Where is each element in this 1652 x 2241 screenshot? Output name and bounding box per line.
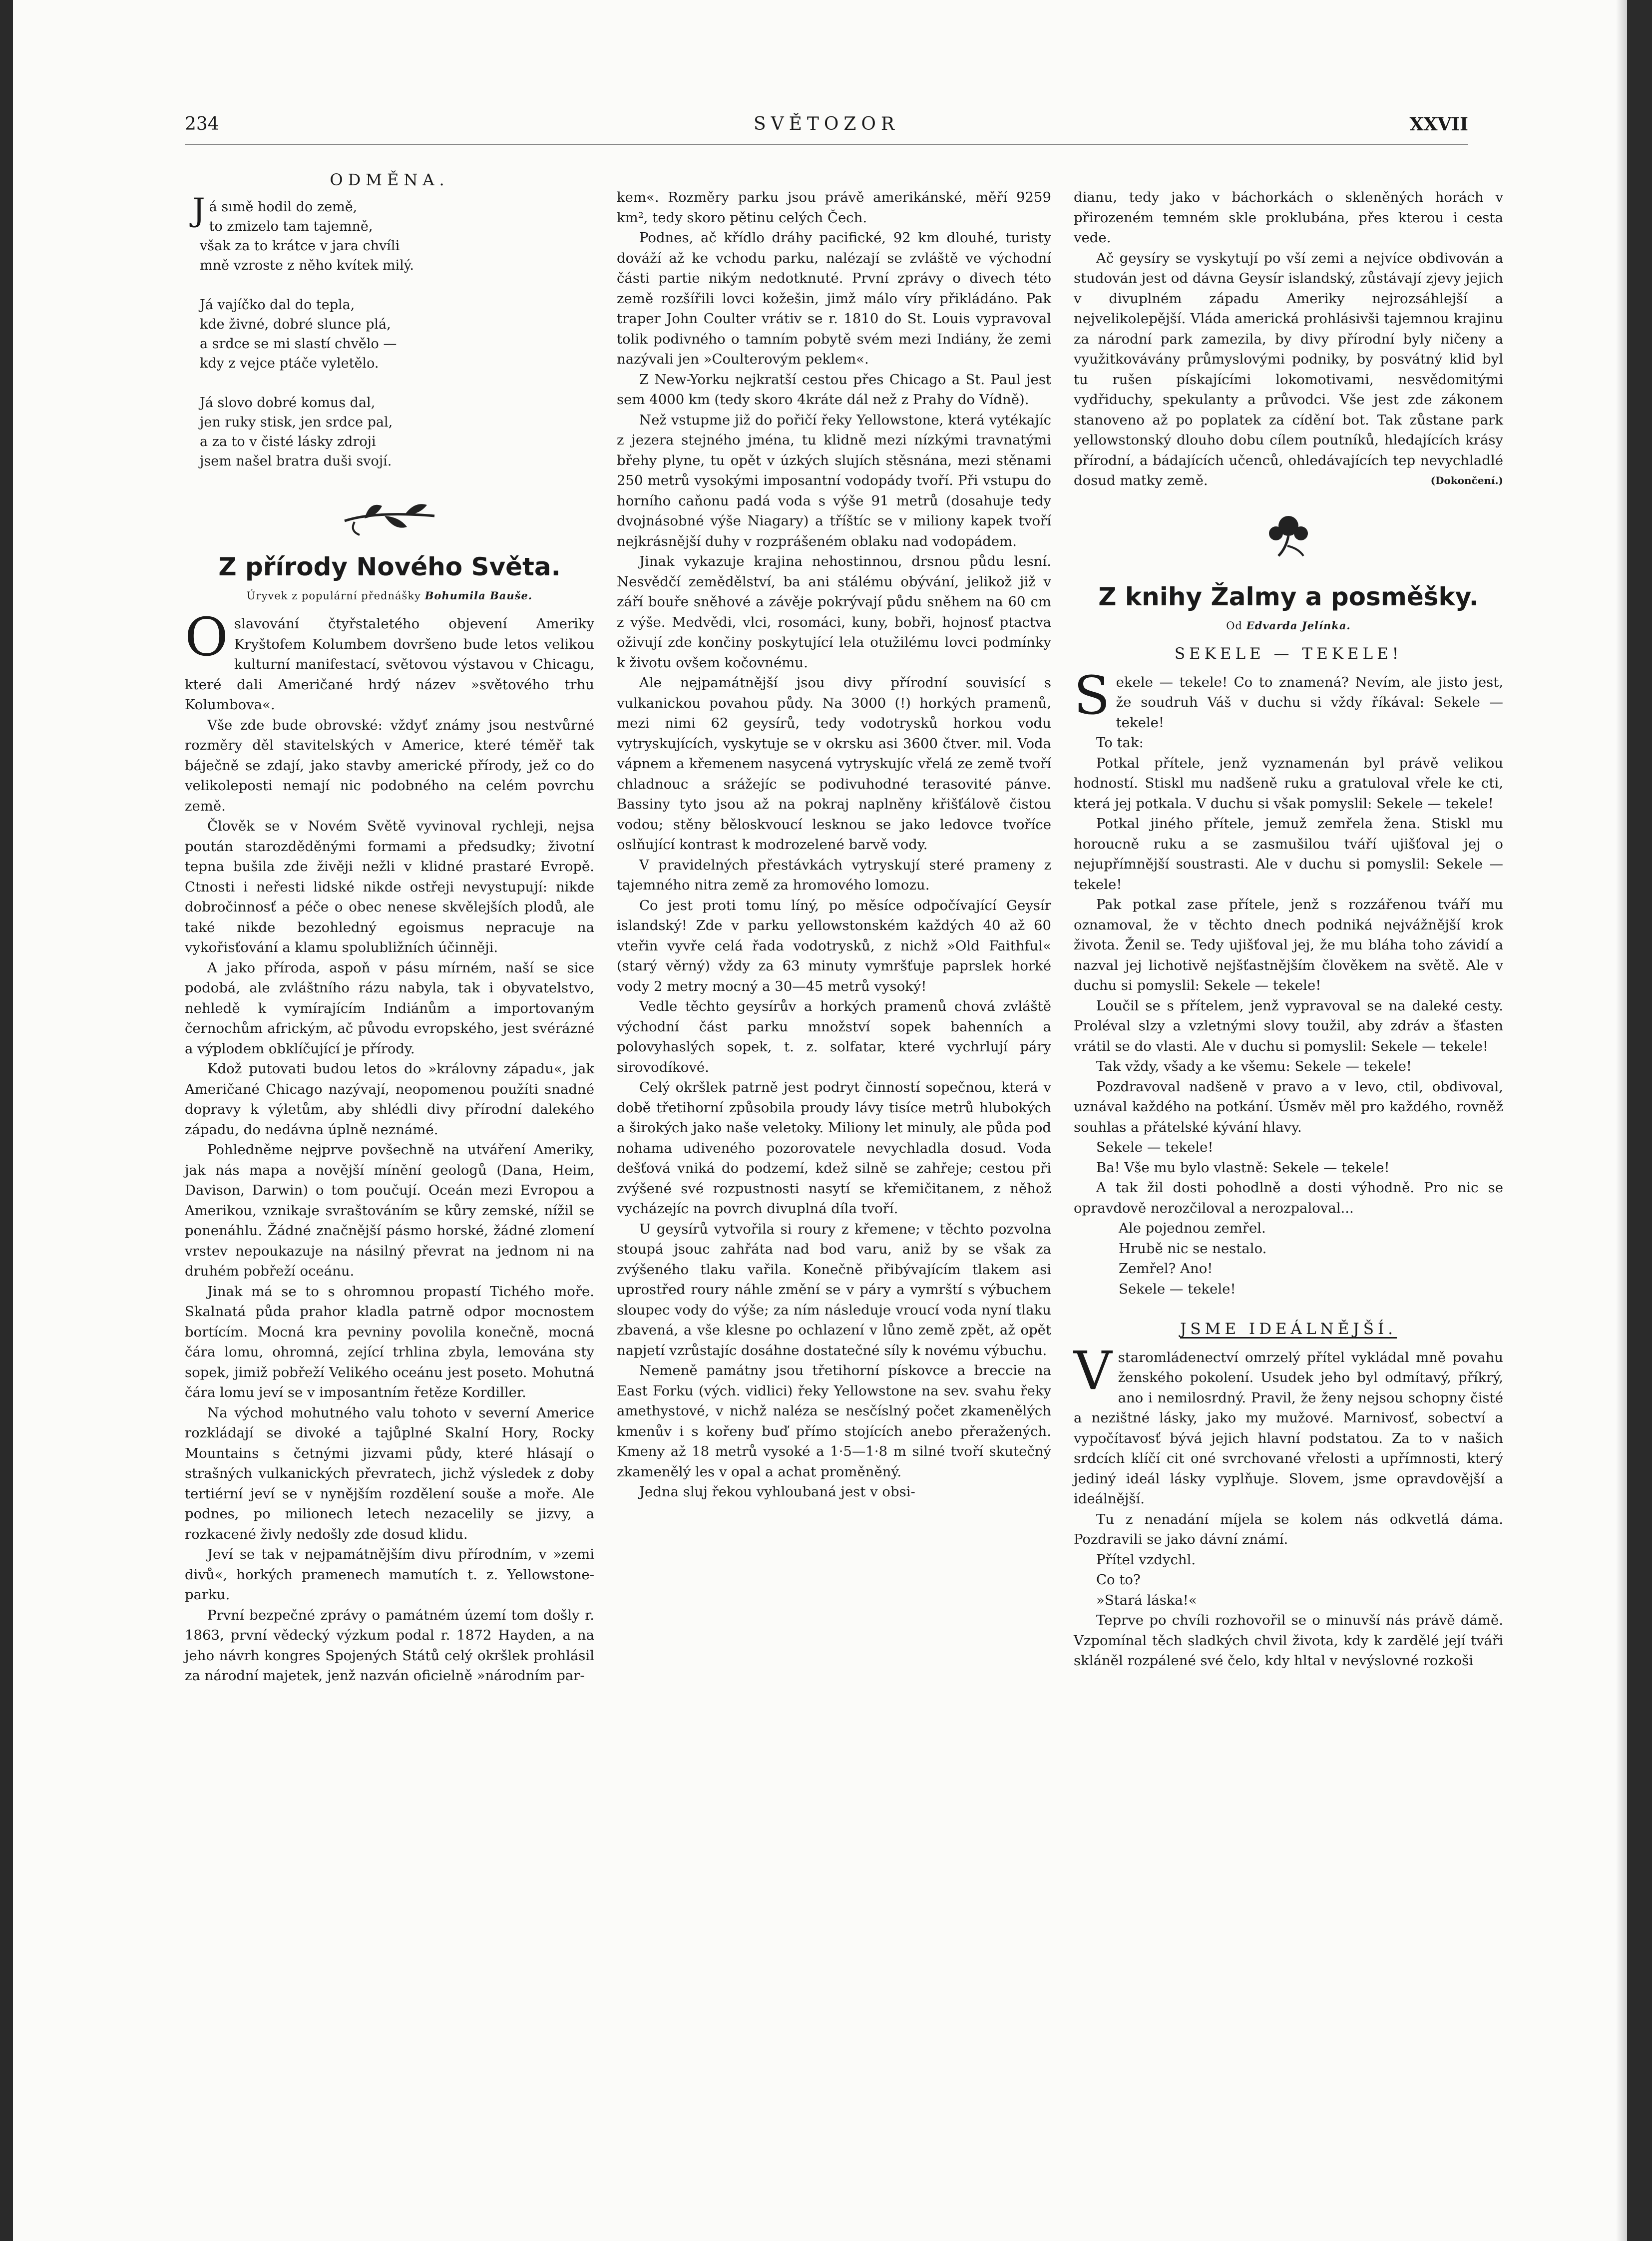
article-1-paragraph: Jeví se tak v nejpamátnějším divu přírodním, v »zemi divů«, horkých pramenech mamutích t. z. Yellowstone-parku. [185,1546,594,1603]
section-1-paragraph: Pozdravoval nadšeně v pravo a v levo, ctil, obdivoval, uznával každého na potkání. Úsměv měl pro každého, rovněž souhlas a přátelské kývání hlavy. [1074,1078,1503,1135]
scan-edge-right [1627,0,1652,2241]
article-1-paragraph: Vedle těchto geysírův a horkých pramenů chová zvláště východní část parku množství sopek bahenních a polovyhaslých sopek, t. z. solfatar, které vychrlují páry sirovodíkové. [617,998,1051,1075]
article-1-paragraph: Ale nejpamátnější jsou divy přírodní souvisící s vulkanickou povahou půdy. Na 3000 (!) horkých pramenů, mezi nimi 62 geysírů, tedy vodotrysků horkou vodu vytryskujících, vyskytuje se v okrsku asi 3600 čtver. mil. Voda vápnem a křemenem nasycená vytryskujíc vřelá ze země tvoří chladnouc a srážejíc se podivuhodné terasovité pánve. Bassiny tyto jsou až na pokraj naplněny křišťálově čistou vodou; stěny běloskvoucí lesknou se jako ledovce tvoříce oslňující kontrast k modrozelené barvě vody. [617,675,1051,853]
verse-line: Ale pojednou zemřel. [1119,1220,1266,1236]
poem [185,191,594,471]
column-1 [185,170,594,1686]
article-1-paragraph: Jinak vykazuje krajina nehostinnou, drsnou půdu lesní. Nesvědčí zemědělství, ba ani stálému obývání, jelikož již v září bouře sněhové a závěje pokrývají půdu sněhem na 60 cm z výše. Medvědi, vlci, rosomáci, kuny, bobři, hojnosť ptactva oživují zde končiny poskytující lela otužilému lovci podmínky k životu ovšem kočovnému. [617,553,1051,671]
poem-title: ODMĚNA. [330,170,449,189]
poem-line: Já slovo dobré komus dal, [200,395,376,411]
section-1-paragraph: Sekele — tekele! [1096,1139,1214,1155]
article-1-paragraph: Člověk se v Novém Světě vyvinoval rychleji, nejsa poután starozděděnými formami a předsudky; životní tepna bušila zde živěji nežli v klidné prastaré Evropě. Ctnosti i neřesti lidské nikde ostřeji nevystupují: nikde dobročinnosť a péče o obec nenese skvělejších plodů, ale také nikde bezohledný egoismus nepracuje na vykořisťování a klamu spolubližních účinněji. [185,818,594,955]
scan-edge-left [0,0,13,2241]
verse-line: Zemřel? Ano! [1119,1261,1213,1277]
section-2-paragraph: Tu z nenadání míjela se kolem nás odkvetlá dáma. Pozdravili se jako dávní známí. [1074,1511,1503,1547]
ornament-flower-icon [1074,506,1503,566]
article-1-author: Bohumila Bauše. [424,589,533,602]
page-fold-shadow [1616,0,1627,2241]
poem-line: jen ruky stisk, jen srdce pal, [200,414,393,430]
verse-line: Sekele — tekele! [1119,1281,1236,1297]
section-1-paragraph: Pak potkal zase přítele, jenž s rozzářenou tváří mu oznamoval, že v těchto dnech podniká nejvážnější krok života. Ženil se. Tedy ujišťoval jej, že mu bláha toho závidí a nazval jej lichotivě nejšťastnějším člověkem na světě. Ale v duchu si pomyslil: Sekele — tekele! [1074,896,1503,993]
section-2-paragraph: Teprve po chvíli rozhovořil se o minuvší nás právě dámě. Vzpomínal těch sladkých chvil života, kdy k zardělé její tváři skláněl rozpálené své čelo, kdy hltal v nevýslovné rozkoši [1074,1612,1503,1669]
poem-stanza [185,191,594,275]
article-1-paragraph: A jako příroda, aspoň v pásu mírném, naší se sice podobá, ale zvláštního rázu nabyla, tak i obyvatelstvo, nehledě k vymírajícím Indiánům a importovaným černochům africkým, ač původu evropského, jest svérázné a výplodem obklíčující je přírody. [185,959,594,1057]
poem-stanza [185,295,594,373]
section-2-paragraph: Přítel vzdychl. [1096,1551,1196,1568]
article-2-title: Z knihy Žalmy a posměšky. [1098,582,1479,611]
article-1-paragraph: Ač geysíry se vyskytují po vší zemi a nejvíce obdivován a studován jest od dávna Geysír islandský, zůstávají zjevy jejich v divuplném západu Ameriky nejrozsáhlejší a nejvelikolepější. Vláda americká prohlásivši tajemnou krajinu za národní park zamezila, by divy přírodní byly ničeny a využitkovávány průmyslovými podniky, by posvátný klid byl tu rušen pískajícími lokomotivami, nesvědomitými vydřiduchy, spekulanty a průvodci. Vše jest zde zákonem stanoveno až po poplatek za cídění bot. Tak zůstane park yellowstonský dlouho dobu cílem poutníků, hledajících krásy přírodní, a bádajících učenců, ohledávajících tep nevychladlé dosud matky země. (Dokončení.) [1074,248,1503,491]
poem-stanza [185,393,594,471]
article-1-paragraph: Oslavování čtyřstaletého objevení Ameriky Kryštofem Kolumbem dovršeno bude letos velikou kulturní manifestací, světovou výstavou v Chicagu, které dali Američané hrdý název »světového trhu Kolumbova«. [185,606,594,713]
article-1-paragraph: Nemeně památny jsou třetihorní pískovce a breccie na East Forku (vých. vidlici) řeky Yellowstone na sev. svahu řeky amethystové, v nichž naléza se nesčíslný počet zkamenělých kmenův i s kořeny buď přímo stojících anebo přeražených. Kmeny až 18 metrů vysoké a 1·5—1·8 m silné tvoří skutečný zkamenělý les v opal a achat proměněný. [617,1362,1051,1480]
article-1-paragraph: Co jest proti tomu líný, po měsíce odpočívající Geysír islandský! Zde v parku yellowstonském každých 40 až 60 vteřin vyvře celá řada vodotrysků, z nichž »Old Faithful« (starý věrný) vždy za 63 minuty vymršťuje paprslek horké vody 2 metry mocný a 30—45 metrů vysoký! [617,897,1051,994]
article-1-body-col3 [1074,187,1503,491]
ornament-leaf-icon [185,491,594,546]
poem-line: a srdce se mi slastí chvělo — [200,336,397,352]
poem-line: jsem našel bratra duši svojí. [200,453,392,469]
article-1-paragraph: kem«. Rozměry parku jsou právě amerikánské, měří 9259 km², tedy skoro pětinu celých Čech. [617,189,1051,226]
page-header [185,114,1468,144]
article-1-body-col1 [185,606,594,1686]
poem-line: však za to krátce v jara chvíli [200,238,400,254]
section-1-paragraph: Tak vždy, všady a ke všemu: Sekele — tekele! [1096,1058,1412,1074]
section-1-verse [1074,1218,1503,1299]
section-2-paragraph: »Stará láska!« [1096,1592,1197,1608]
article-1-body-col2 [617,187,1051,1502]
dropcap-O: O [185,606,228,668]
dropcap-S: S [1074,664,1110,726]
section-1-paragraph: Potkal jiného přítele, jemuž zemřela žena. Stiskl mu horoucně ruku a se zasmušilou tváří ujišťoval jej o nejupřímnější soustrasti. Ale v duchu si pomyslil: Sekele — tekele! [1074,816,1503,893]
article-1-paragraph: V pravidelných přestávkách vytryskují steré prameny z tajemného nitra země za hromového lomozu. [617,857,1051,893]
column-3 [1074,187,1503,1671]
article-1-paragraph: Kdož putovati budou letos do »královny západu«, jak Američané Chicago nazývají, neopomenou použíti snadné dopravy k výletům, aby shlédli divy přírodní dalekého západu, do nedávna úplně neznámé. [185,1061,594,1138]
article-2-author: Edvarda Jelínka. [1246,619,1351,632]
column-2 [617,187,1051,1502]
section-2-body [1074,1340,1503,1671]
volume-number: XXVII [1409,114,1468,135]
article-1-title: Z přírody Nového Světa. [218,552,561,581]
section-2-title: JSME IDEÁLNĚJŠÍ. [1180,1320,1397,1338]
poem-line: kde živné, dobré slunce plá, [200,316,391,332]
page-number: 234 [185,114,219,134]
dropcap-V: V [1074,1340,1112,1401]
section-1-title: SEKELE — TEKELE! [1174,645,1403,663]
poem-line: Já vajíčko dal do tepla, [200,297,355,313]
article-1-paragraph: Pohledněme nejprve povšechně na utváření Ameriky, jak nás mapa a novější mínění geologů (Dana, Heim, Davison, Darwin) o tom poučují. Oceán mezi Evropou a Amerikou, vznikaje svraštováním se kůry zemské, nížil se ponenáhlu. Žádné značnější pásmo horské, žádné zlomení vrstev nepoukazuje na násilný převrat na jednom ni na druhém pobřeží oceánu. [185,1142,594,1279]
section-1-paragraph: A tak žil dosti pohodlně a dosti výhodně. Pro nic se opravdově nerozčiloval a nerozpaloval... [1074,1180,1503,1216]
article-2-byline-text: Od [1226,619,1242,632]
section-1-paragraph: Loučil se s přítelem, jenž vypravoval se na daleké cesty. Proléval slzy a vzletnými slovy toužil, aby zdráv a šťasten vrátil se do vlasti. Ale v duchu si pomyslil: Sekele — tekele! [1074,997,1503,1054]
article-1-paragraph: Vše zde bude obrovské: vždyť známy jsou nestvůrné rozměry děl stavitelských v Americe, které téměř tak báječně se zdají, jako stavby americké přírody, jež co do velikoleposti nemají nic podobného na celém povrchu země. [185,717,594,814]
header-rule [185,144,1468,145]
article-1-paragraph: Jedna sluj řekou vyhloubaná jest v obsi- [639,1484,915,1500]
article-1-paragraph: Než vstupme již do pořičí řeky Yellowstone, která vytékajíc z jezera stejného jména, tu klidně mezi nízkými travnatými břehy plyne, tu opět v úzkých slujích stěsnána, mezi stěnami 250 metrů vysokými imposantní vodopády tvoří. Při vstupu do horního caňonu padá voda s výše 91 metrů (dosahuje tedy dvojnásobné výše Niagary) a tříštíc se v miliony kapek tvoří nejkrásnější duhy v rozprášeném oblaku nad vodopádem. [617,412,1051,549]
poem-line: mně vzroste z něho kvítek milý. [200,257,414,273]
article-1-paragraph: U geysírů vytvořila si roury z křemene; v těchto pozvolna stoupá jsouc zahřáta nad bod varu, aniž by se však za zvýšeného tlaku vařila. Konečně přibývajícím tlakem asi uprostřed roury náhle změní se v páry a vymrští s výbuchem sloupec vody do výše; za ním následuje vroucí voda nyní tlaku zbavená, a vše klesne po ochlazení v lůno země zpět, až opět napjetí vzrůstajíc dosáhne dostatečné síly k novému výbuchu. [617,1221,1051,1358]
section-2-paragraph: Vstaromládenectví omrzelý přítel vykládal mně povahu ženského pokolení. Usudek jeho byl odmítavý, příkrý, ano i nemilosrdný. Pravil, že ženy nejsou schopny čisté a nezištné lásky, jako my mužové. Marnivosť, sobectví a vypočítavosť bývá jejich hlavní podstatou. Za to v našich srdcích klíčí cit oné svrchované vřelosti a upřímnosti, který jediný ideál lásky vyplňuje. Slovem, jsme opravdovější a ideálnější. [1074,1340,1503,1507]
article-1-paragraph: Z New-Yorku nejkratší cestou přes Chicago a St. Paul jest sem 4000 km (tedy skoro 4kráte dál než z Prahy do Vídně). [617,371,1051,408]
article-1-paragraph: dianu, tedy jako v báchorkách o skleněných horách v přirozeném temném skle proklubána, přes kterou i cesta vede. [1074,189,1503,246]
section-1-paragraph: Potkal přítele, jenž vyznamenán byl právě velikou hodností. Stiskl mu nadšeně ruku a gratuloval vřele ke cti, která jej potkala. V duchu si však pomyslil: Sekele — tekele! [1074,755,1503,812]
verse-line: Hrubě nic se nestalo. [1119,1240,1267,1257]
poem-line: to zmizelo tam tajemně, [209,218,373,234]
article-1-paragraph: Na východ mohutného valu tohoto v severní Americe rozkládají se divoké a tajůplné Skalní Hory, Rocky Mountains s četnými jizvami půdy, které hlásají o strašných vulkanických převratech, jichž výsledek z doby tertiérní jeví se v nynějším rozdělení souše a moře. Ale podnes, po milionech letech nezacelily se jizvy, a rozkacené živly nedošly zde dosud klidu. [185,1404,594,1542]
article-1-subtitle [185,586,594,606]
section-1-body [1074,664,1503,1219]
article-1-paragraph: Celý okršlek patrně jest podryt činností sopečnou, která v době třetihorní způsobila proudy lávy tisíce metrů hlubokých a širokých jako naše veletoky. Miliony let minuly, ale půda pod nohama udiveného pozorovatele nevychladla dosud. Voda dešťová vniká do podzemí, kdež silně se zahřeje; cestou při zvýšené své rozpustnosti nasytí se křemičitanem, z něhož vycházejíc na povrch divuplná díla tvoří. [617,1079,1051,1217]
article-1-paragraph: První bezpečné zprávy o památném území tom došly r. 1863, první vědecký výzkum podal r. 1872 Hayden, a na jeho návrh kongres Spojených Států celý okršlek prohlásil za národní majetek, jenž nazván oficielně »národním par- [185,1607,594,1684]
section-1-paragraph: To tak: [1096,735,1144,751]
poem-line: Já sımě hodil do země, [192,191,358,229]
masthead: SVĚTOZOR [753,114,900,134]
article-1-paragraph: Jinak má se to s ohromnou propastí Tichého moře. Skalnatá půda prahor kladla patrně odpor mocnostem bortícím. Mocná kra pevniny povolila konečně, mocná čára lomu, ohromná, zející trhlina zbyla, lemována sty sopek, jimiž pobřeží Velikého oceánu jest poseto. Mohutná čára lomu jeví se v imposantním řetěze Kordiller. [185,1283,594,1400]
section-1-paragraph: Ba! Vše mu bylo vlastně: Sekele — tekele! [1096,1159,1390,1176]
section-2-paragraph: Co to? [1096,1572,1141,1588]
article-1-subtitle-text: Úryvek z populární přednášky [246,589,421,602]
poem-line: kdy z vejce ptáče vyletělo. [200,355,379,371]
article-1-paragraph: Podnes, ač křídlo dráhy pacifické, 92 km dlouhé, turisty dováží až ke vchodu parku, nalézají se zvláště ve východní části partie nikým nedotknuté. První zprávy o divech této země rozšířili lovci kožešin, jimž málo víry přikládáno. Pak traper John Coulter vrátiv se r. 1810 do St. Louis vypravoval tolik podivného o tamním pobytě svém mezi Indiány, že zemi nazývali jen »Coulterovým peklem«. [617,230,1051,367]
poem-line: a za to v čisté lásky zdroji [200,434,376,449]
section-1-paragraph: Sekele — tekele! Co to znamená? Nevím, ale jisto jest, že soudruh Váš v duchu si vždy říkával: Sekele — tekele! [1074,664,1503,731]
article-2-byline [1074,616,1503,636]
continued-note: (Dokončení.) [1430,474,1503,486]
